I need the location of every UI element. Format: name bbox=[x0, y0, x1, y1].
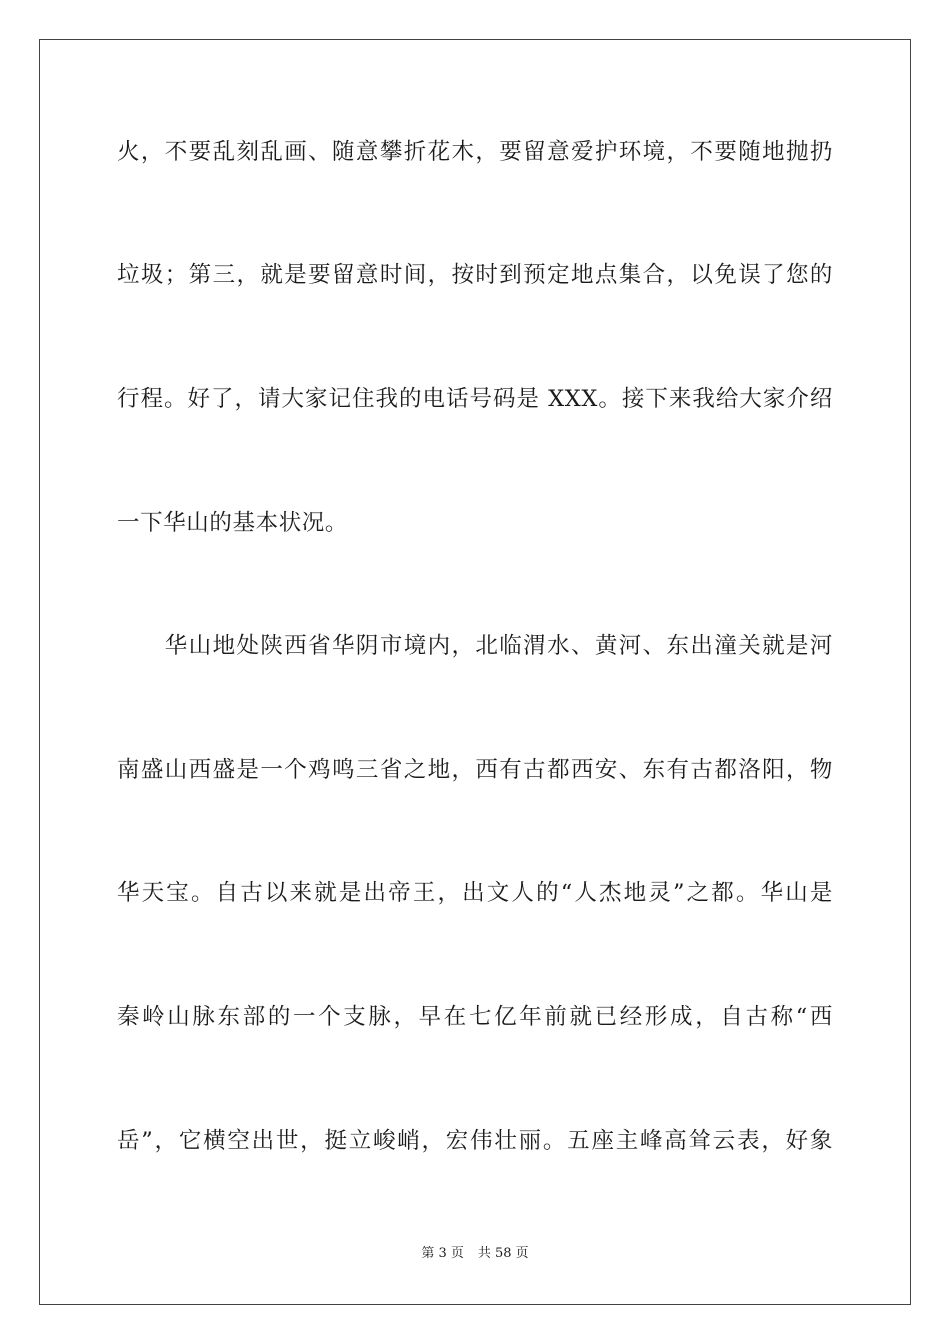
paragraph-line: 火，不要乱刻乱画、随意攀折花木，要留意爱护环境，不要随地抛扔 bbox=[117, 139, 833, 165]
page-total: 共 58 页 bbox=[477, 1246, 529, 1261]
paragraph-line: 岳”，它横空出世，挺立峻峭，宏伟壮丽。五座主峰高耸云表，好象 bbox=[117, 1128, 833, 1154]
paragraph-line: 华山地处陕西省华阴市境内，北临渭水、黄河、东出潼关就是河 bbox=[117, 633, 833, 659]
page-footer bbox=[0, 1246, 950, 1262]
paragraph-line: 垃圾；第三，就是要留意时间，按时到预定地点集合，以免误了您的 bbox=[117, 262, 833, 288]
page-border bbox=[39, 39, 911, 1305]
paragraph-line: 南盛山西盛是一个鸡鸣三省之地，西有古都西安、东有古都洛阳，物 bbox=[117, 757, 833, 783]
paragraph-line: 一下华山的基本状况。 bbox=[117, 510, 349, 536]
page-number: 第 3 页 bbox=[421, 1246, 464, 1261]
paragraph-line: 华天宝。自古以来就是出帝王，出文人的“人杰地灵”之都。华山是 bbox=[117, 880, 833, 906]
paragraph-line: 秦岭山脉东部的一个支脉，早在七亿年前就已经形成，自古称“西 bbox=[117, 1004, 833, 1030]
paragraph-line: 行程。好了，请大家记住我的电话号码是 XXX。接下来我给大家介绍 bbox=[117, 386, 833, 412]
